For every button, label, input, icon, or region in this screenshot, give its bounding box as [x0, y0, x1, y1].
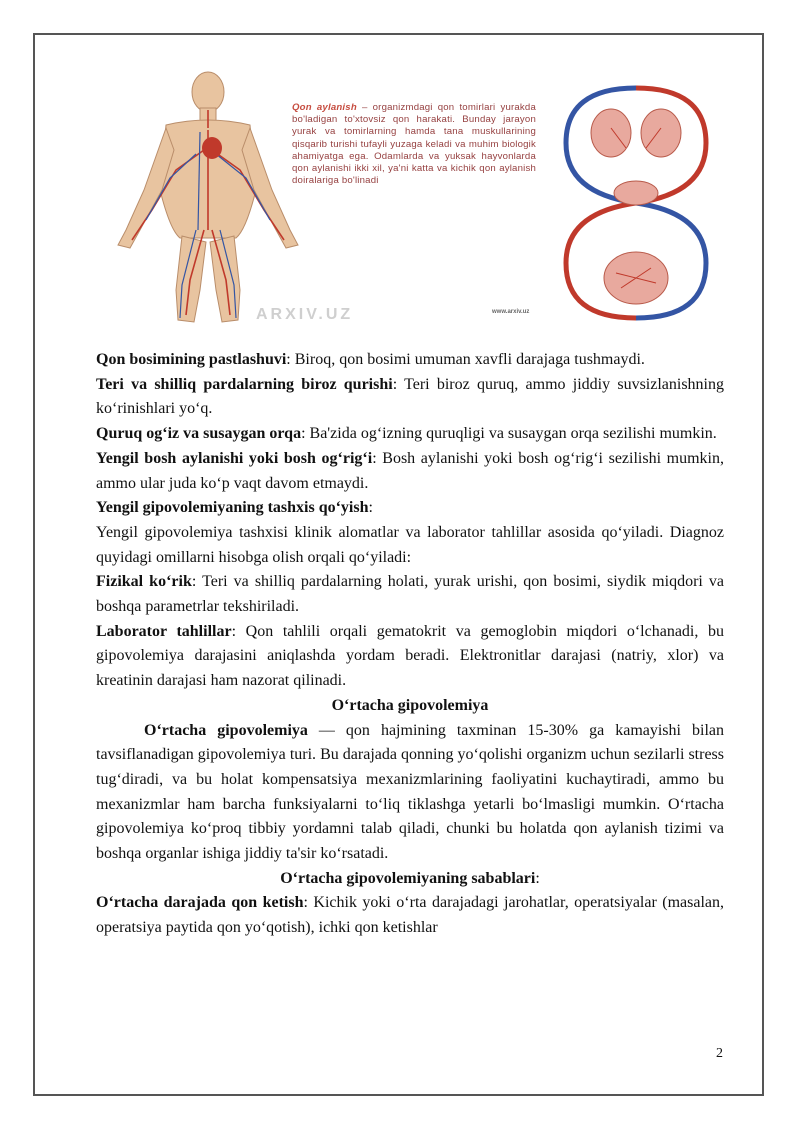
caption-term: Qon aylanish	[292, 102, 357, 113]
page-number: 2	[716, 1046, 723, 1061]
watermark-small: www.arxiv.uz	[492, 309, 530, 315]
term: Quruq og‘iz va susaygan orqa	[96, 425, 302, 443]
paragraph-text: — qon hajmining taxminan 15-30% ga kamayishi bilan tavsiflanadigan gipovolemiya turi. Bu darajada qonning yo‘qolishi organizm uchun sezilarli stress tug‘diradi, va bu holat kompensatsiya mexanizmlarining faoliyatini kuchaytiradi, ammo bu mexanizmlar ham barcha funksiyalarni to‘liq tiklashga yetarli bo‘lmasligi mumkin. O‘rtacha gipovolemiya ko‘proq tibbiy yordamni talab qiladi, chunki bu holatda qon aylanish tizimi va boshqa organlar ishiga jiddiy ta'sir ko‘rsatadi.	[96, 721, 724, 863]
circulation-figure	[96, 70, 716, 332]
term: O‘rtacha gipovolemiya	[144, 721, 308, 739]
paragraph-dry-mouth	[96, 422, 724, 447]
paragraph-text: Yengil gipovolemiya tashxisi klinik alomatlar va laborator tahlillar asosida qo‘yiladi. Diagnoz quyidagi omillarni hisobga olish orqali qo‘yiladi:	[96, 523, 724, 566]
section-heading-causes	[96, 867, 724, 892]
paragraph-dizziness	[96, 447, 724, 496]
paragraph-low-blood-pressure	[96, 348, 724, 373]
term: Laborator tahlillar	[96, 622, 232, 640]
section-heading: O‘rtacha gipovolemiya	[331, 696, 489, 714]
document-body	[96, 348, 724, 941]
paragraph-text: : Biroq, qon bosimi umuman xavfli darajaga tushmaydi.	[286, 351, 645, 368]
paragraph-diagnosis	[96, 521, 724, 570]
term: Teri va shilliq pardalarning biroz qurishi	[96, 375, 393, 393]
term: Yengil gipovolemiyaning tashxis qo‘yish	[96, 499, 369, 517]
watermark: ARXIV.UZ	[256, 306, 354, 323]
paragraph-physical-exam	[96, 570, 724, 619]
term: Fizikal ko‘rik	[96, 573, 192, 591]
paragraph-lab-tests	[96, 620, 724, 694]
term: Qon bosimining pastlashuvi	[96, 351, 287, 368]
circulation-diagram-image	[556, 78, 716, 328]
paragraph-skin-dryness	[96, 373, 724, 422]
paragraph-text: :	[368, 499, 373, 517]
paragraph-moderate-hypovolemia	[96, 719, 724, 867]
paragraph-text: : Kichik yoki o‘rta darajadagi jarohatlar, operatsiyalar (masalan, operatsiya paytida qon yo‘qotish), ichki qon ketishlar	[96, 894, 725, 937]
paragraph-bleeding	[96, 891, 724, 940]
figure-caption	[292, 102, 536, 187]
paragraph-text: : Teri biroz quruq, ammo jiddiy suvsizlanishning ko‘rinishlari yo‘q.	[96, 375, 725, 418]
heading-text: O‘rtacha gipovolemiyaning sabablari	[280, 869, 536, 887]
paragraph-text: : Qon tahlili orqali gematokrit va gemoglobin miqdori o‘lchanadi, bu gipovolemiya darajasini aniqlashda yordam beradi. Elektronitlar darajasi (natriy, xlor) va kreatinin darajasi ham nazorat qilinadi.	[96, 622, 725, 690]
term: Yengil bosh aylanishi yoki bosh og‘rig‘i	[96, 449, 373, 467]
heading-colon: :	[535, 869, 540, 887]
paragraph-diagnosis-heading	[96, 496, 724, 521]
paragraph-text: : Teri va shilliq pardalarning holati, yurak urishi, qon bosimi, siydik miqdori va boshqa parametrlar tekshiriladi.	[96, 573, 724, 616]
paragraph-text: : Bosh aylanishi yoki bosh og‘rig‘i sezilishi mumkin, ammo ular juda ko‘p vaqt davom etmaydi.	[96, 449, 724, 492]
caption-text: – organizmdagi qon tomirlari yurakda bo'ladigan to'xtovsiz qon harakati. Bunday jarayon yurak va tomirlarning hamda tana muskullarining qisqarib turishi tufayli yuzaga keladi va muhim biologik ahamiyatga ega. Odamlarda va yuksak hayvonlarda qon aylanishi ikki xil, ya'ni katta va kichik qon aylanish doiralariga bo'linadi	[292, 102, 536, 187]
term: O‘rtacha darajada qon ketish	[96, 894, 304, 912]
paragraph-text: : Ba'zida og‘izning quruqligi va susaygan orqa sezilishi mumkin.	[301, 425, 717, 443]
